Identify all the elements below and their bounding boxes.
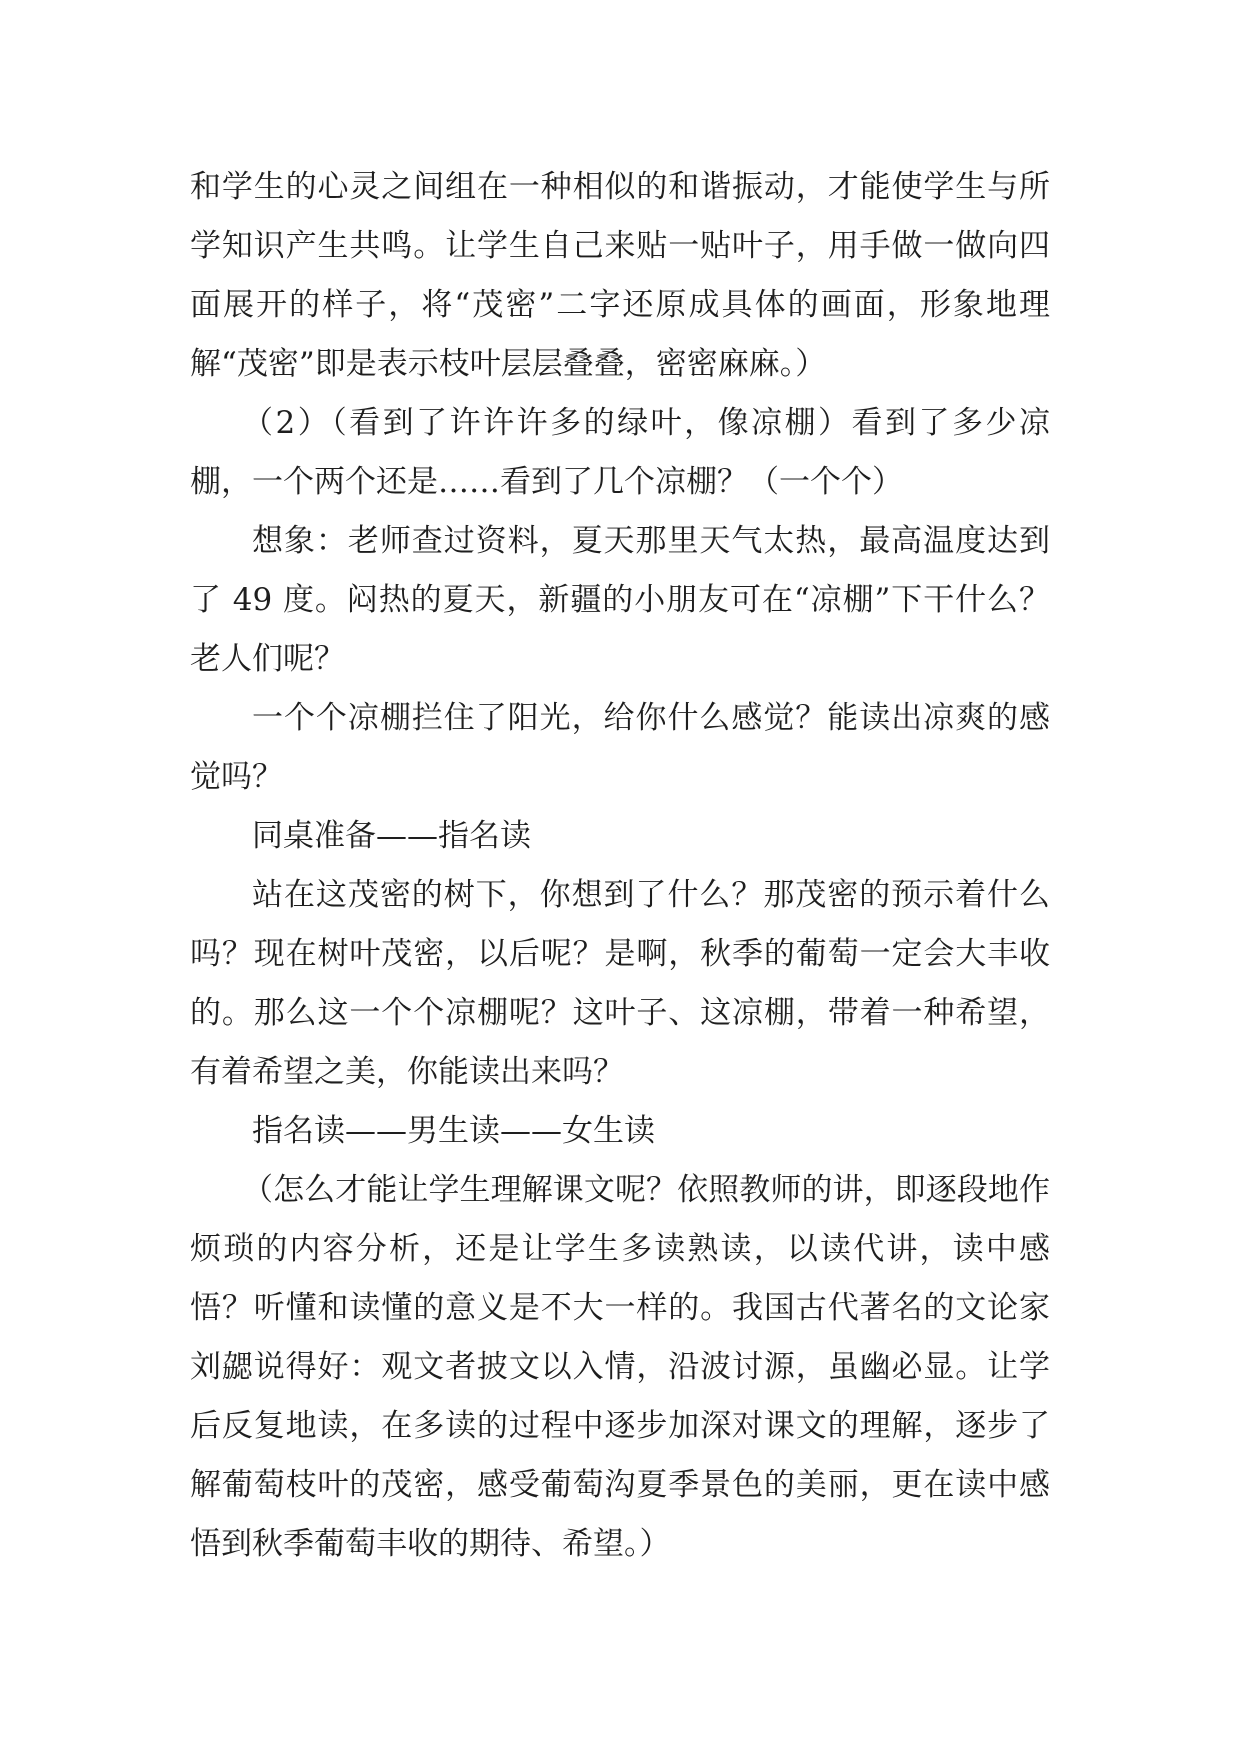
body-text [190,158,1050,1574]
paragraph-8: （怎么才能让学生理解课文呢？依照教师的讲，即逐段地作烦琐的内容分析，还是让学生多读熟读，以读代讲，读中感悟？听懂和读懂的意义是不大一样的。我国古代著名的文论家刘勰说得好：观文者披文以入情，沿波讨源，虽幽必显。让学后反复地读，在多读的过程中逐步加深对课文的理解，逐步了解葡萄枝叶的茂密，感受葡萄沟夏季景色的美丽，更在读中感悟到秋季葡萄丰收的期待、希望。） [190,1172,1050,1562]
paragraph-2: （2）（看到了许许许多的绿叶，像凉棚）看到了多少凉棚，一个两个还是……看到了几个凉棚？（一个个） [190,405,1050,500]
paragraph-6: 站在这茂密的树下，你想到了什么？那茂密的预示着什么吗？现在树叶茂密，以后呢？是啊，秋季的葡萄一定会大丰收的。那么这一个个凉棚呢？这叶子、这凉棚，带着一种希望，有着希望之美，你能读出来吗？ [190,877,1050,1090]
paragraph-7: 指名读——男生读——女生读 [252,1113,655,1149]
paragraph-3: 想象：老师查过资料，夏天那里天气太热，最高温度达到了 49 度。闷热的夏天，新疆的小朋友可在“凉棚”下干什么？老人们呢？ [190,523,1050,677]
paragraph-1: 和学生的心灵之间组在一种相似的和谐振动，才能使学生与所学知识产生共鸣。让学生自己来贴一贴叶子，用手做一做向四面展开的样子，将“茂密”二字还原成具体的画面，形象地理解“茂密”即是表示枝叶层层叠叠，密密麻麻。） [190,169,1050,382]
paragraph-5: 同桌准备——指名读 [252,818,531,854]
paragraph-4: 一个个凉棚拦住了阳光，给你什么感觉？能读出凉爽的感觉吗？ [190,700,1050,795]
